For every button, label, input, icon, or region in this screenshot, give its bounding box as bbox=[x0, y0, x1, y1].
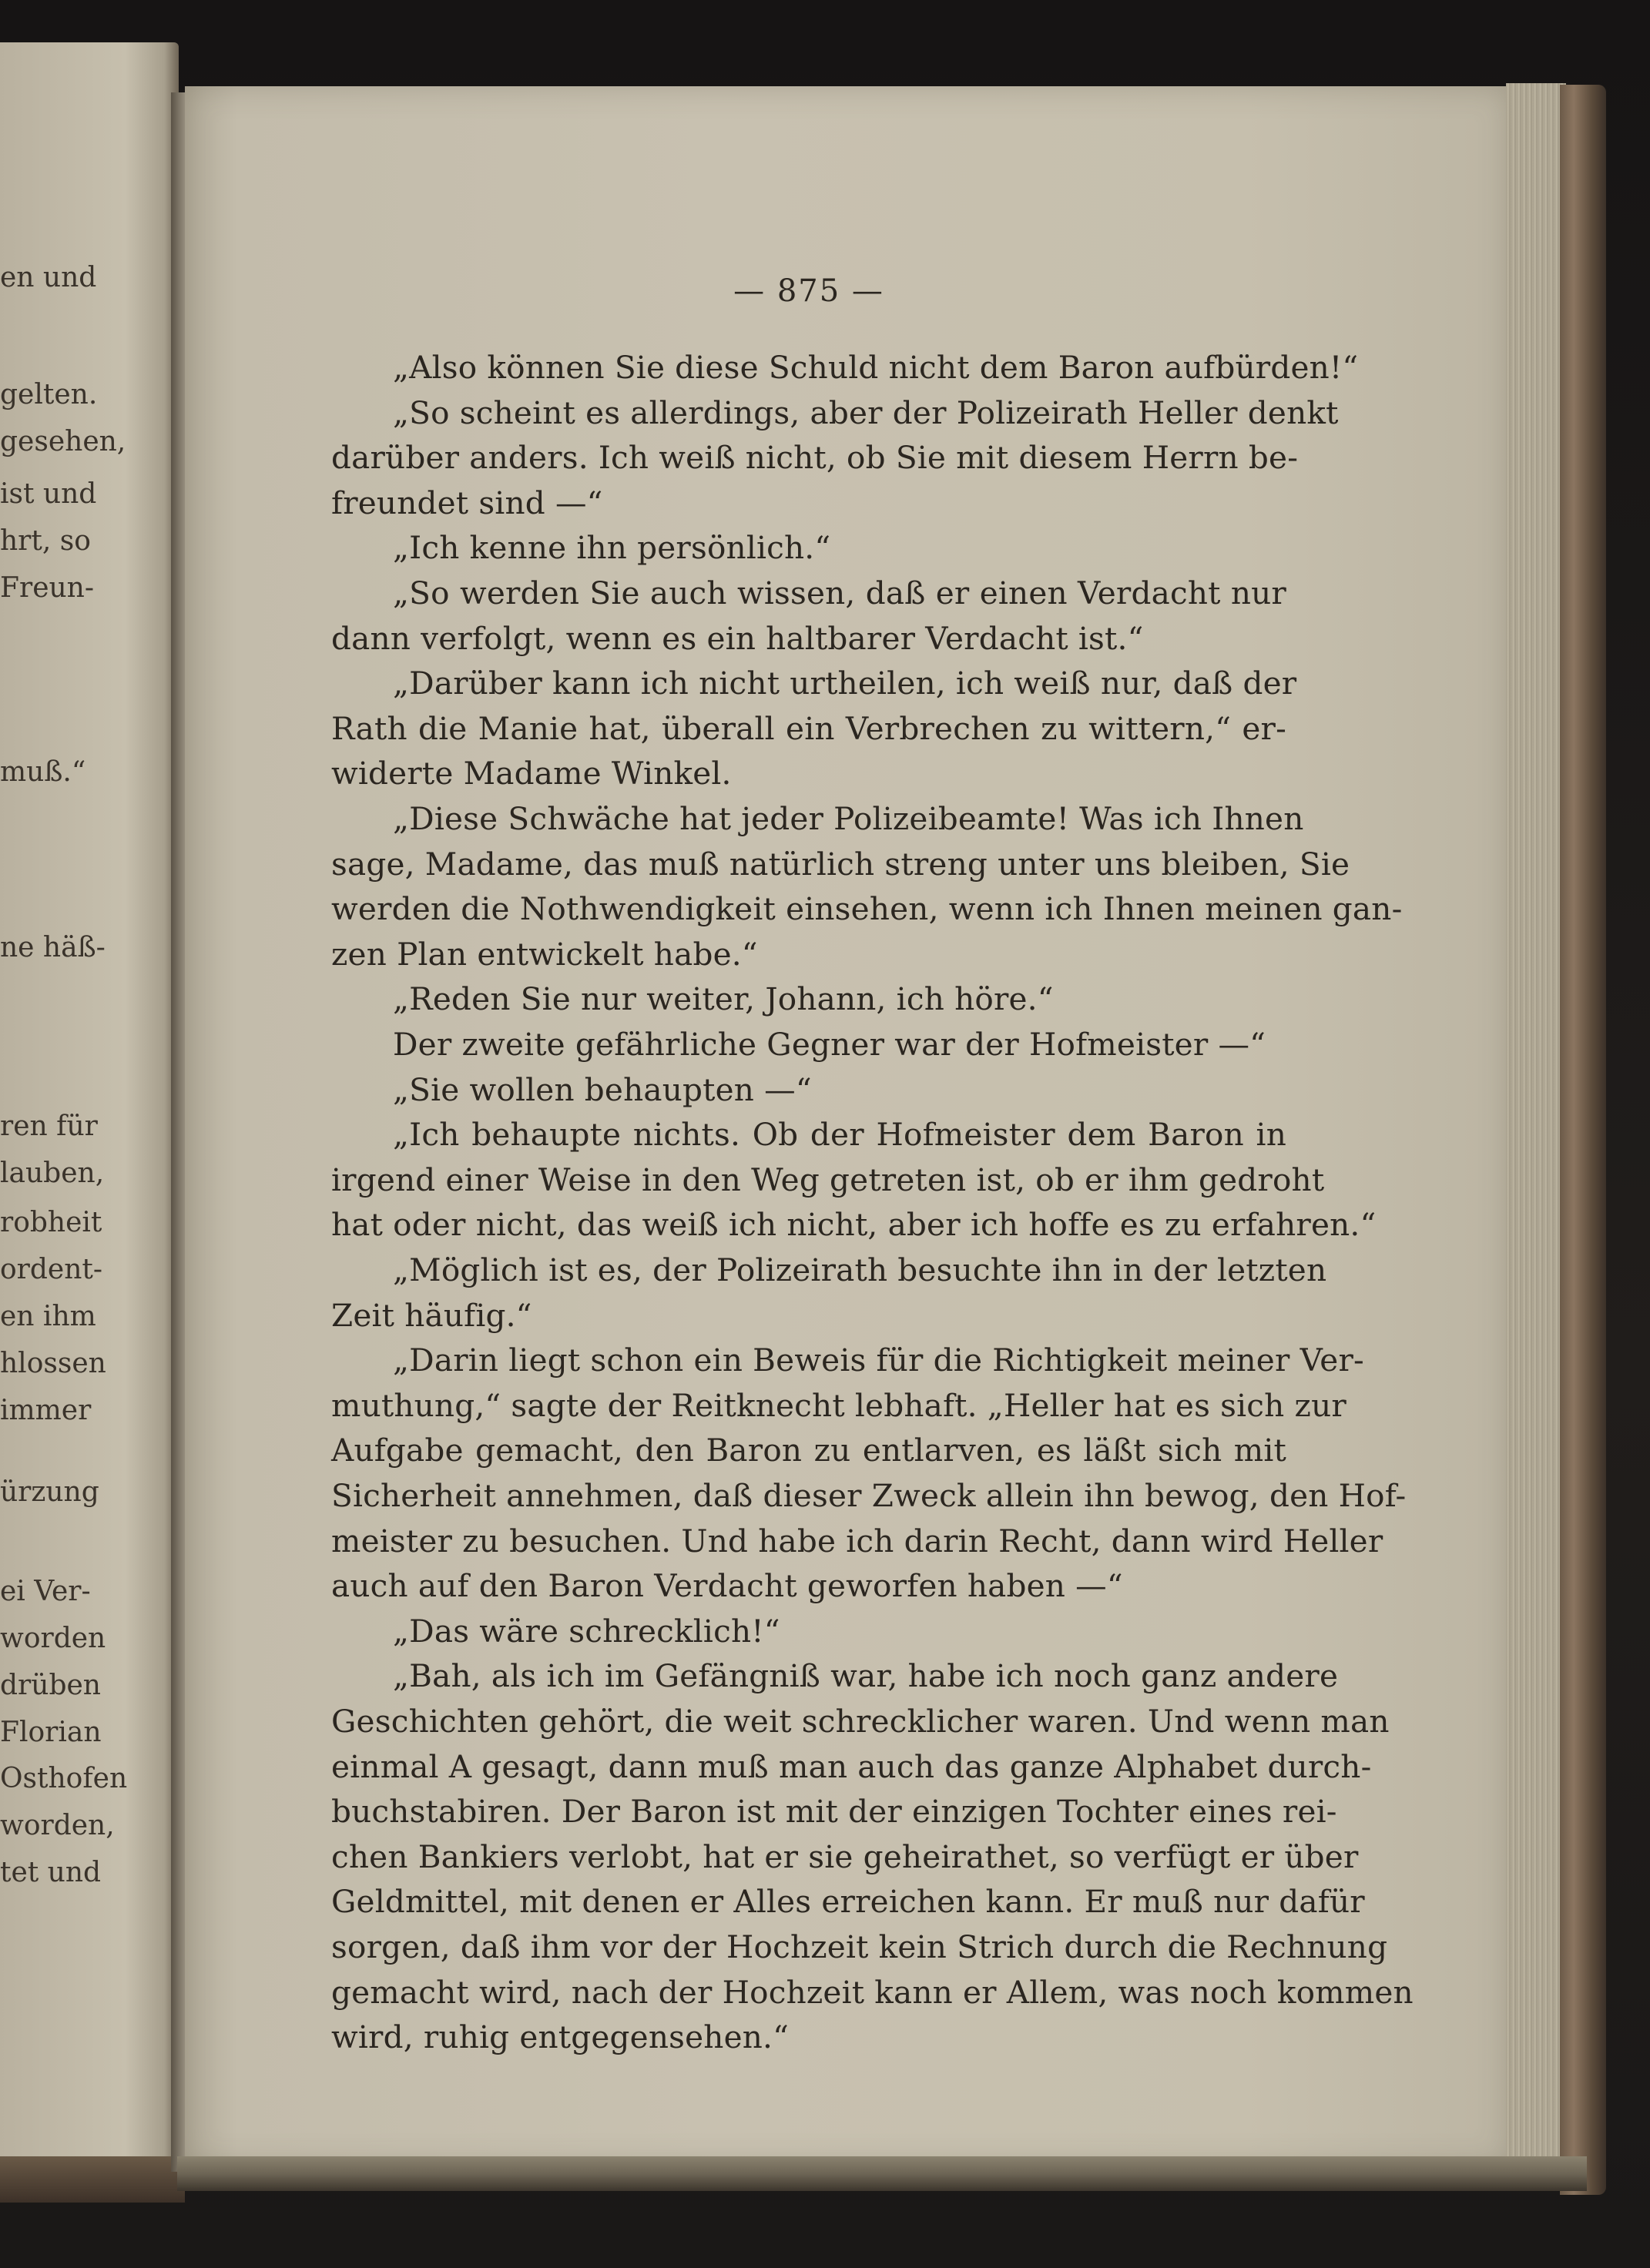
left-page-fragment: drüben bbox=[0, 1669, 101, 1701]
text-line: Rath die Manie hat, überall ein Verbrechen zu wittern,“ er- bbox=[331, 709, 1286, 747]
text-line: Geschichten gehört, die weit schrecklicher waren. Und wenn man bbox=[331, 1703, 1390, 1740]
text-line: „Reden Sie nur weiter, Johann, ich höre.“ bbox=[393, 980, 1054, 1018]
page-number: — 875 — bbox=[733, 273, 884, 309]
text-line: Zeit häufig.“ bbox=[331, 1296, 532, 1334]
text-line: freundet sind —“ bbox=[331, 484, 603, 521]
text-line: „Ich kenne ihn persönlich.“ bbox=[393, 529, 831, 567]
text-line: sorgen, daß ihm vor der Hochzeit kein Strich durch die Rechnung bbox=[331, 1928, 1388, 1965]
text-line: dann verfolgt, wenn es ein haltbarer Verdacht ist.“ bbox=[331, 619, 1144, 657]
text-line: „Darin liegt schon ein Beweis für die Richtigkeit meiner Ver- bbox=[393, 1342, 1364, 1379]
text-line: meister zu besuchen. Und habe ich darin Recht, dann wird Heller bbox=[331, 1522, 1383, 1559]
left-page-fragment: hlossen bbox=[0, 1347, 106, 1379]
text-line: „Ich behaupte nichts. Ob der Hofmeister dem Baron in bbox=[393, 1116, 1286, 1154]
left-page-fragment: ist und bbox=[0, 478, 97, 511]
left-page-fragment: muß.“ bbox=[0, 756, 86, 789]
left-page-fragment: ei Ver- bbox=[0, 1576, 91, 1608]
left-page-fragment: immer bbox=[0, 1394, 92, 1426]
text-line: muthung,“ sagte der Reitknecht lebhaft. „Heller hat es sich zur bbox=[331, 1386, 1346, 1424]
text-line: einmal A gesagt, dann muß man auch das ganze Alphabet durch- bbox=[331, 1747, 1372, 1785]
left-page-fragment: ne häß- bbox=[0, 932, 106, 964]
text-line: zen Plan entwickelt habe.“ bbox=[331, 935, 758, 973]
text-line: auch auf den Baron Verdacht geworfen haben —“ bbox=[331, 1567, 1123, 1605]
text-line: hat oder nicht, das weiß ich nicht, aber ich hoffe es zu erfahren.“ bbox=[331, 1206, 1377, 1244]
text-line: widerte Madame Winkel. bbox=[331, 755, 732, 792]
text-line: „Also können Sie diese Schuld nicht dem Baron aufbürden!“ bbox=[393, 349, 1359, 386]
cover-edge bbox=[1560, 85, 1606, 2195]
text-line: Geldmittel, mit denen er Alles erreichen kann. Er muß nur dafür bbox=[331, 1883, 1365, 1921]
left-page-fragment: en und bbox=[0, 262, 97, 293]
text-line: irgend einer Weise in den Weg getreten ist, ob er ihm gedroht bbox=[331, 1161, 1325, 1198]
text-line: gemacht wird, nach der Hochzeit kann er Allem, was noch kommen bbox=[331, 1973, 1414, 2011]
text-line: „Bah, als ich im Gefängniß war, habe ich noch ganz andere bbox=[393, 1657, 1339, 1695]
text-line: „So werden Sie auch wissen, daß er einen Verdacht nur bbox=[393, 575, 1286, 611]
text-line: wird, ruhig entgegensehen.“ bbox=[331, 2018, 789, 2056]
text-line: „Das wäre schrecklich!“ bbox=[393, 1612, 780, 1650]
text-line: „Darüber kann ich nicht urtheilen, ich weiß nur, daß der bbox=[393, 665, 1297, 702]
text-line: darüber anders. Ich weiß nicht, ob Sie mit diesem Herrn be- bbox=[331, 439, 1299, 477]
text-line: werden die Nothwendigkeit einsehen, wenn ich Ihnen meinen gan- bbox=[331, 890, 1403, 928]
left-page-fragment: ürzung bbox=[0, 1476, 99, 1508]
text-line: „Sie wollen behaupten —“ bbox=[393, 1070, 812, 1108]
left-cover-bottom bbox=[0, 2156, 185, 2203]
text-line: Aufgabe gemacht, den Baron zu entlarven, es läßt sich mit bbox=[331, 1432, 1286, 1469]
left-page-fragment: worden bbox=[0, 1623, 106, 1654]
left-page-fragment: ordent- bbox=[0, 1254, 103, 1286]
text-line: Der zweite gefährliche Gegner war der Hofmeister —“ bbox=[393, 1026, 1266, 1063]
left-page-fragment: hrt, so bbox=[0, 525, 91, 557]
text-line: sage, Madame, das muß natürlich streng unter uns bleiben, Sie bbox=[331, 845, 1350, 883]
left-page-fragment: Florian bbox=[0, 1716, 102, 1748]
page-edges bbox=[1506, 83, 1566, 2174]
left-page bbox=[0, 42, 179, 2199]
text-line: Sicherheit annehmen, daß dieser Zweck allein ihn bewog, den Hof- bbox=[331, 1477, 1407, 1514]
bottom-page-edge bbox=[177, 2156, 1587, 2191]
left-page-fragment: worden, bbox=[0, 1810, 115, 1842]
left-page-fragment: lauben, bbox=[0, 1157, 105, 1189]
left-page-fragment: en ihm bbox=[0, 1301, 96, 1332]
left-page-fragment: gesehen, bbox=[0, 425, 126, 457]
text-line: „Möglich ist es, der Polizeirath besuchte ihn in der letzten bbox=[393, 1251, 1327, 1288]
left-page-fragment: ren für bbox=[0, 1111, 98, 1142]
left-page-fragment: gelten. bbox=[0, 379, 98, 410]
left-page-fragment: Osthofen bbox=[0, 1763, 128, 1795]
text-line: chen Bankiers verlobt, hat er sie geheirathet, so verfügt er über bbox=[331, 1838, 1359, 1875]
text-line: „So scheint es allerdings, aber der Polizeirath Heller denkt bbox=[393, 394, 1339, 431]
text-line: buchstabiren. Der Baron ist mit der einzigen Tochter eines rei- bbox=[331, 1793, 1337, 1831]
left-page-fragment: tet und bbox=[0, 1857, 102, 1888]
text-line: „Diese Schwäche hat jeder Polizeibeamte! Was ich Ihnen bbox=[393, 800, 1304, 837]
left-page-fragment: Freun- bbox=[0, 571, 95, 604]
left-page-fragment: robheit bbox=[0, 1207, 102, 1239]
